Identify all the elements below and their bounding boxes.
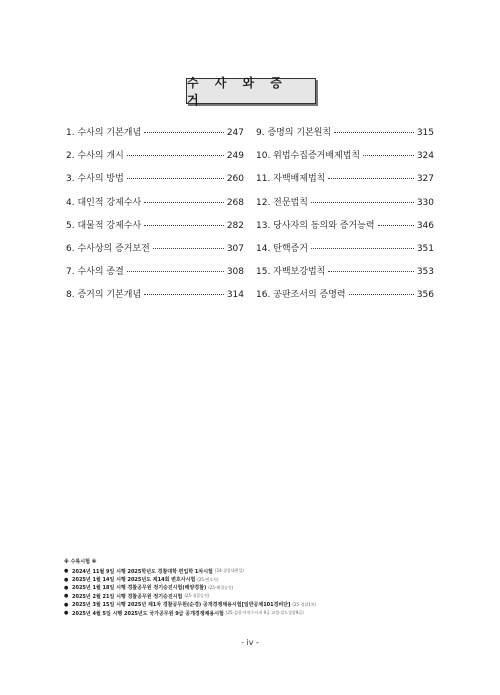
exam-source-notes bbox=[64, 558, 444, 617]
note-abbrev: (25-경찰승진) bbox=[184, 593, 210, 599]
note-item bbox=[64, 584, 444, 592]
toc-entry-label: 8. 증거의 기본개념 bbox=[66, 290, 142, 301]
toc-entry-page: 330 bbox=[416, 197, 434, 208]
toc-entry-label: 16. 공판조서의 증명력 bbox=[256, 290, 346, 301]
toc-entry[interactable] bbox=[66, 195, 244, 218]
note-abbrev: (25-해경승진) bbox=[208, 584, 234, 590]
toc-leader-dots bbox=[144, 294, 224, 295]
toc-entry[interactable] bbox=[256, 264, 434, 287]
note-abbrev: (25-검찰·마약수사직 9급 교정·철도경찰9급) bbox=[225, 610, 304, 616]
note-abbrev: (25-경찰1차) bbox=[292, 601, 317, 607]
toc-entry-page: 282 bbox=[226, 220, 244, 231]
bullet-icon: ● bbox=[64, 576, 69, 583]
note-item bbox=[64, 601, 444, 609]
notes-heading: ※ 수록시험 ※ bbox=[64, 559, 97, 565]
toc-entry[interactable] bbox=[256, 125, 434, 148]
toc-entry-page: 308 bbox=[226, 267, 244, 278]
toc-leader-dots bbox=[328, 178, 413, 179]
toc-entry[interactable] bbox=[256, 218, 434, 241]
toc-entry-label: 13. 당사자의 동의와 증거능력 bbox=[256, 220, 375, 231]
note-text: 2025년 3월 15일 시행 2025년 제1차 경찰공무원(순경) 공개경쟁채용시험[일반공채101경비단] bbox=[72, 602, 291, 609]
bullet-icon: ● bbox=[64, 610, 69, 617]
note-item bbox=[64, 567, 444, 575]
toc-entry-page: 346 bbox=[416, 220, 434, 231]
toc-leader-dots bbox=[349, 294, 414, 295]
toc-leader-dots bbox=[127, 178, 224, 179]
toc-entry-label: 1. 수사의 기본개념 bbox=[66, 128, 142, 138]
toc-leader-dots bbox=[311, 248, 414, 249]
toc-entry-label: 6. 수사상의 증거보전 bbox=[66, 243, 150, 254]
toc-entry-label: 15. 자백보강법칙 bbox=[256, 267, 326, 278]
toc-entry[interactable] bbox=[66, 171, 244, 194]
toc-entry[interactable] bbox=[66, 218, 244, 241]
toc-entry-label: 4. 대인적 강제수사 bbox=[66, 197, 142, 208]
bullet-icon: ● bbox=[64, 568, 69, 575]
bullet-icon: ● bbox=[64, 601, 69, 608]
section-title: 수 사 와 증 거 bbox=[186, 78, 316, 104]
toc-entry-label: 12. 전문법칙 bbox=[256, 197, 308, 208]
toc-leader-dots bbox=[378, 225, 414, 226]
bullet-icon: ● bbox=[64, 584, 69, 591]
toc-entry-page: 315 bbox=[416, 128, 434, 138]
toc-entry-label: 7. 수사의 종결 bbox=[66, 267, 124, 278]
toc-entry[interactable] bbox=[66, 287, 244, 310]
toc-entry-label: 2. 수사의 개시 bbox=[66, 151, 124, 162]
toc-entry-page: 356 bbox=[416, 290, 434, 301]
note-text: 2025년 1월 18일 시행 경찰공무원 정기승진시험(해양경찰) bbox=[72, 585, 207, 592]
toc-entry-page: 247 bbox=[226, 128, 244, 138]
toc-entry-page: 324 bbox=[416, 151, 434, 162]
note-abbrev: (24-경찰대편입) bbox=[214, 568, 244, 574]
toc-entry[interactable] bbox=[66, 241, 244, 264]
toc-entry-label: 5. 대물적 강제수사 bbox=[66, 220, 142, 231]
toc-entry-label: 11. 자백배제법칙 bbox=[256, 174, 326, 185]
toc-right-column bbox=[256, 125, 434, 311]
toc-leader-dots bbox=[144, 202, 224, 203]
toc-entry[interactable] bbox=[66, 125, 244, 148]
note-text: 2025년 1월 14일 시행 2025년도 제14회 변호사시험 bbox=[72, 577, 196, 584]
toc-entry-label: 9. 증명의 기본원칙 bbox=[256, 128, 332, 138]
note-item bbox=[64, 609, 444, 617]
toc-entry[interactable] bbox=[66, 264, 244, 287]
toc-leader-dots bbox=[363, 155, 414, 156]
toc-entry-page: 353 bbox=[416, 267, 434, 278]
toc-leader-dots bbox=[328, 271, 413, 272]
toc-entry-page: 314 bbox=[226, 290, 244, 301]
toc-entry[interactable] bbox=[66, 148, 244, 171]
toc-entry-page: 249 bbox=[226, 151, 244, 162]
page-number: - iv - bbox=[241, 638, 259, 647]
toc-leader-dots bbox=[153, 248, 224, 249]
toc-entry[interactable] bbox=[256, 171, 434, 194]
toc-entry-label: 3. 수사의 방법 bbox=[66, 174, 124, 185]
toc-entry-page: 307 bbox=[226, 243, 244, 254]
toc-leader-dots bbox=[127, 271, 224, 272]
toc-left-column bbox=[66, 125, 244, 311]
toc-entry[interactable] bbox=[256, 195, 434, 218]
toc-entry-page: 327 bbox=[416, 174, 434, 185]
toc-leader-dots bbox=[127, 155, 224, 156]
note-text: 2025년 2월 21일 시행 경찰공무원 정기승진시험 bbox=[72, 593, 183, 600]
note-item bbox=[64, 592, 444, 600]
note-abbrev: (25-변호사) bbox=[197, 576, 219, 582]
note-text: 2025년 4월 5일 시행 2025년도 국가공무원 9급 공개경쟁채용시험 bbox=[72, 610, 224, 617]
toc-leader-dots bbox=[144, 225, 224, 226]
toc-entry[interactable] bbox=[256, 287, 434, 310]
toc-leader-dots bbox=[311, 202, 414, 203]
toc-entry-page: 351 bbox=[416, 243, 434, 254]
toc-entry[interactable] bbox=[256, 148, 434, 171]
note-item bbox=[64, 575, 444, 583]
toc-entry-page: 268 bbox=[226, 197, 244, 208]
note-text: 2024년 11월 9일 시행 2025학년도 경찰대학 편입학 1차시험 bbox=[72, 568, 213, 575]
toc-leader-dots bbox=[144, 132, 224, 133]
toc-leader-dots bbox=[334, 132, 414, 133]
toc-entry-label: 10. 위법수집증거배제법칙 bbox=[256, 151, 361, 162]
toc-entry-page: 260 bbox=[226, 174, 244, 185]
toc-entry[interactable] bbox=[256, 241, 434, 264]
bullet-icon: ● bbox=[64, 593, 69, 600]
toc-entry-label: 14. 탄핵증거 bbox=[256, 243, 308, 254]
